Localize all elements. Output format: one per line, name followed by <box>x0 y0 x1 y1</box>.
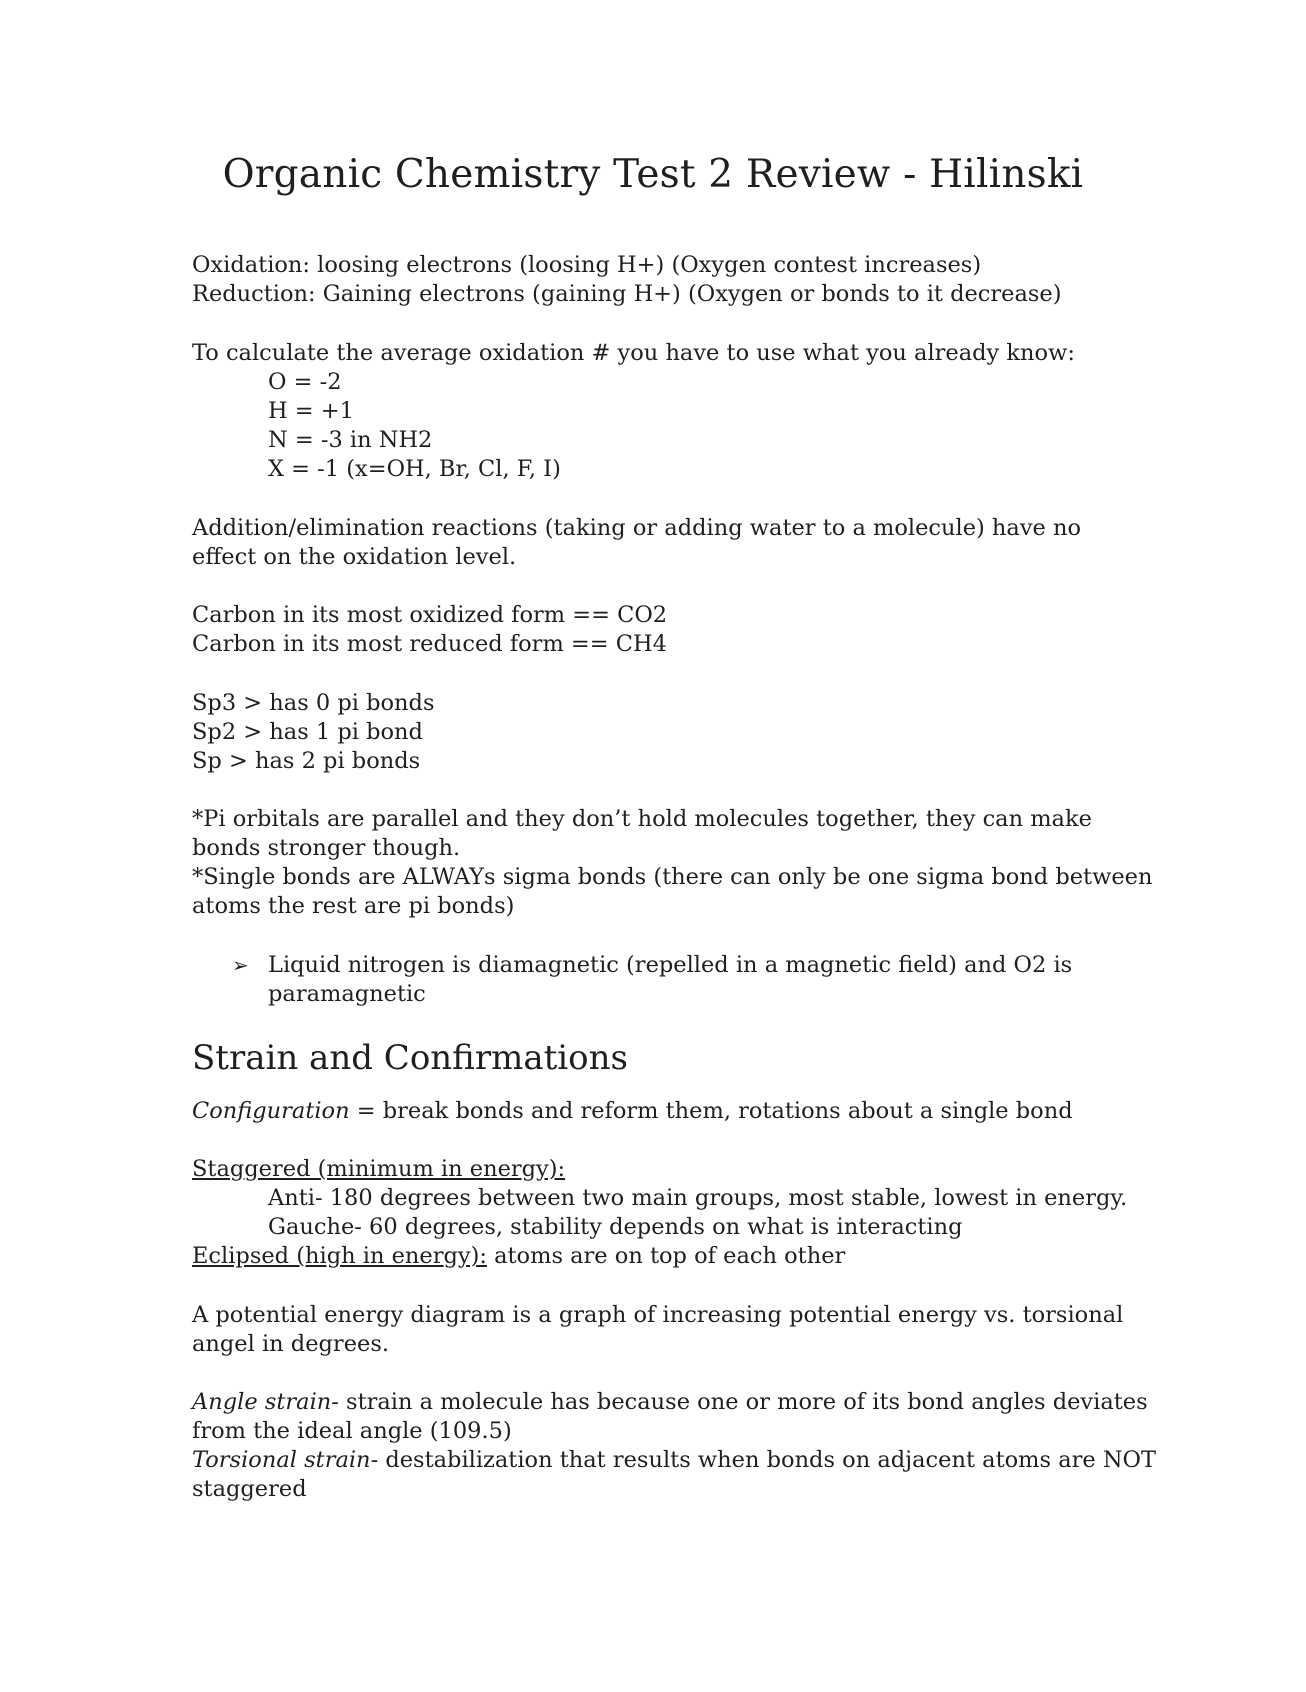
eclipsed-line <box>192 1241 845 1271</box>
angle-strain-term: Angle strain <box>192 1389 332 1415</box>
calc-item-hydrogen: H = +1 <box>268 398 354 424</box>
addition-line-2: effect on the oxidation level. <box>192 544 517 570</box>
bullet-line-2: paramagnetic <box>268 981 426 1007</box>
torsional-strain-line-1 <box>192 1445 1156 1475</box>
page-title: Organic Chemistry Test 2 Review - Hilinski <box>222 152 1084 197</box>
carbon-reduced-line: Carbon in its most reduced form == CH4 <box>192 631 667 657</box>
staggered-heading <box>192 1154 565 1184</box>
eclipsed-label: Eclipsed (high in energy): <box>192 1243 487 1269</box>
torsional-strain-definition: - destabilization that results when bonds on adjacent atoms are NOT <box>370 1447 1156 1473</box>
bullet-line-1: Liquid nitrogen is diamagnetic (repelled in a magnetic field) and O2 is <box>268 952 1073 978</box>
pi-note-line-2: bonds stronger though. <box>192 835 461 861</box>
calc-item-halogen: X = -1 (x=OH, Br, Cl, F, I) <box>268 456 561 482</box>
reduction-line: Reduction: Gaining electrons (gaining H+) (Oxygen or bonds to it decrease) <box>192 281 1062 307</box>
calc-intro: To calculate the average oxidation # you have to use what you already know: <box>192 340 1075 366</box>
calc-item-oxygen: O = -2 <box>268 369 342 395</box>
hybrid-sp2: Sp2 > has 1 pi bond <box>192 719 423 745</box>
addition-line-1: Addition/elimination reactions (taking or adding water to a molecule) have no <box>192 515 1082 541</box>
angle-strain-line-2: from the ideal angle (109.5) <box>192 1418 512 1444</box>
oxidation-line: Oxidation: loosing electrons (loosing H+) (Oxygen contest increases) <box>192 252 982 278</box>
pi-note-line-1: *Pi orbitals are parallel and they don’t hold molecules together, they can make <box>192 806 1092 832</box>
carbon-oxidized-line: Carbon in its most oxidized form == CO2 <box>192 602 668 628</box>
torsional-strain-term: Torsional strain <box>192 1447 371 1473</box>
torsional-strain-line-2: staggered <box>192 1476 307 1502</box>
configuration-term: Configuration <box>192 1098 350 1124</box>
sigma-note-line-2: atoms the rest are pi bonds) <box>192 893 515 919</box>
staggered-label: Staggered (minimum in energy): <box>192 1156 566 1182</box>
anti-line: Anti- 180 degrees between two main groups, most stable, lowest in energy. <box>268 1185 1128 1211</box>
potential-energy-line-1: A potential energy diagram is a graph of increasing potential energy vs. torsional <box>192 1302 1124 1328</box>
configuration-line <box>192 1096 1073 1126</box>
calc-item-nitrogen: N = -3 in NH2 <box>268 427 433 453</box>
hybrid-sp3: Sp3 > has 0 pi bonds <box>192 690 435 716</box>
potential-energy-line-2: angel in degrees. <box>192 1331 390 1357</box>
angle-strain-definition: - strain a molecule has because one or more of its bond angles deviates <box>331 1389 1148 1415</box>
gauche-line: Gauche- 60 degrees, stability depends on what is interacting <box>268 1214 963 1240</box>
hybrid-sp: Sp > has 2 pi bonds <box>192 748 421 774</box>
eclipsed-definition: atoms are on top of each other <box>486 1243 846 1269</box>
section-heading: Strain and Confirmations <box>192 1038 628 1078</box>
configuration-definition: = break bonds and reform them, rotations about a single bond <box>349 1098 1073 1124</box>
sigma-note-line-1: *Single bonds are ALWAYs sigma bonds (there can only be one sigma bond between <box>192 864 1153 890</box>
arrow-bullet-icon: ➢ <box>232 953 249 977</box>
angle-strain-line-1 <box>192 1387 1148 1417</box>
